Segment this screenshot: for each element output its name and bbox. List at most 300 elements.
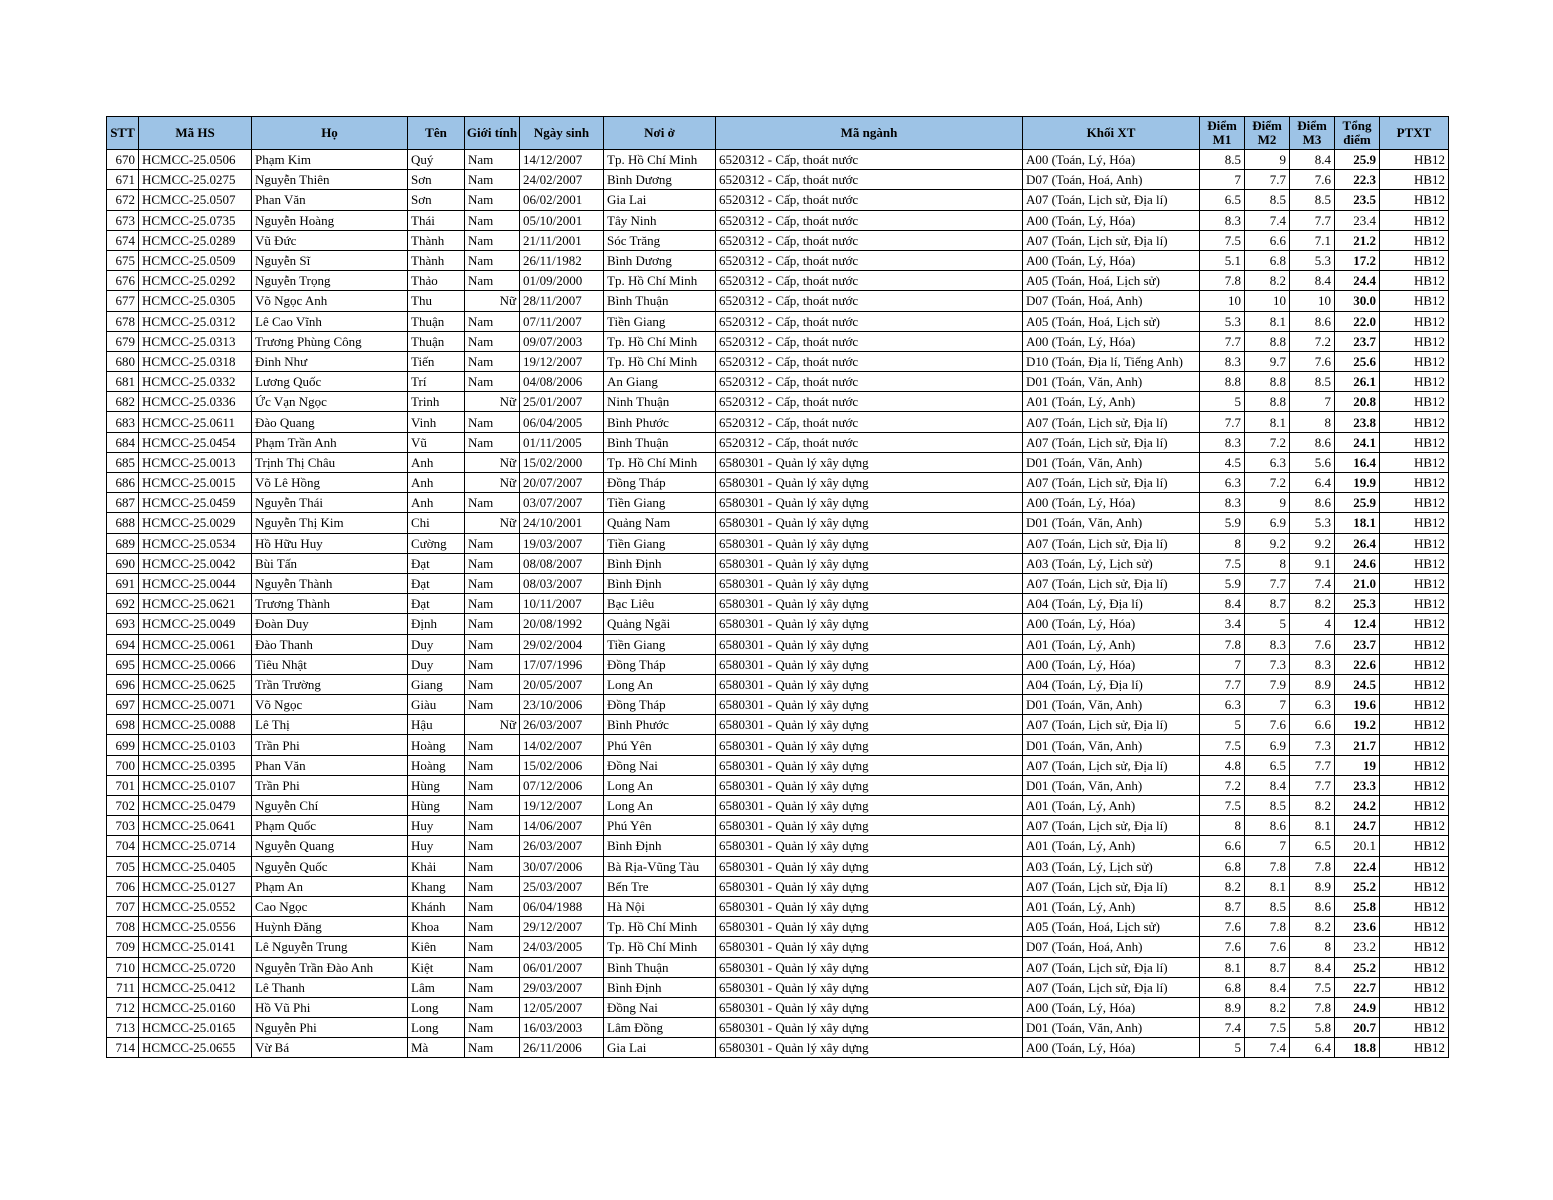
cell-ten: Quý xyxy=(408,150,465,170)
cell-diem-m1: 7 xyxy=(1200,654,1245,674)
cell-stt: 706 xyxy=(107,876,139,896)
cell-khoi-xt: A00 (Toán, Lý, Hóa) xyxy=(1023,210,1200,230)
cell-gioi-tinh: Nam xyxy=(465,896,520,916)
cell-diem-m1: 7.8 xyxy=(1200,271,1245,291)
cell-khoi-xt: D01 (Toán, Văn, Anh) xyxy=(1023,735,1200,755)
cell-stt: 674 xyxy=(107,230,139,250)
cell-ma-nganh: 6580301 - Quản lý xây dựng xyxy=(716,695,1023,715)
cell-noi-o: Phú Yên xyxy=(604,735,716,755)
cell-tong-diem: 19 xyxy=(1335,755,1380,775)
cell-ma-nganh: 6580301 - Quản lý xây dựng xyxy=(716,836,1023,856)
cell-ten: Đạt xyxy=(408,553,465,573)
cell-tong-diem: 19.2 xyxy=(1335,715,1380,735)
cell-diem-m2: 8.4 xyxy=(1245,775,1290,795)
cell-gioi-tinh: Nam xyxy=(465,634,520,654)
cell-diem-m2: 6.6 xyxy=(1245,230,1290,250)
cell-ma-hs: HCMCC-25.0013 xyxy=(139,452,252,472)
cell-diem-m2: 8.5 xyxy=(1245,896,1290,916)
cell-tong-diem: 22.3 xyxy=(1335,170,1380,190)
cell-gioi-tinh: Nam xyxy=(465,796,520,816)
cell-diem-m1: 7.4 xyxy=(1200,1018,1245,1038)
cell-ma-nganh: 6520312 - Cấp, thoát nước xyxy=(716,250,1023,270)
cell-diem-m1: 8.3 xyxy=(1200,493,1245,513)
cell-stt: 714 xyxy=(107,1038,139,1058)
cell-diem-m3: 6.4 xyxy=(1290,473,1335,493)
cell-khoi-xt: A01 (Toán, Lý, Anh) xyxy=(1023,634,1200,654)
cell-ho: Nguyễn Thiên xyxy=(252,170,408,190)
cell-ma-nganh: 6580301 - Quản lý xây dựng xyxy=(716,533,1023,553)
table-row xyxy=(107,775,1449,795)
cell-ma-hs: HCMCC-25.0107 xyxy=(139,775,252,795)
cell-ten: Duy xyxy=(408,654,465,674)
cell-ma-hs: HCMCC-25.0275 xyxy=(139,170,252,190)
cell-diem-m3: 8.5 xyxy=(1290,372,1335,392)
cell-noi-o: Tiền Giang xyxy=(604,311,716,331)
cell-gioi-tinh: Nam xyxy=(465,1018,520,1038)
cell-ngay-sinh: 06/02/2001 xyxy=(520,190,604,210)
cell-ngay-sinh: 26/11/2006 xyxy=(520,1038,604,1058)
cell-ten: Khang xyxy=(408,876,465,896)
cell-diem-m2: 7.2 xyxy=(1245,473,1290,493)
cell-ho: Trịnh Thị Châu xyxy=(252,452,408,472)
table-row xyxy=(107,1018,1449,1038)
table-row xyxy=(107,210,1449,230)
cell-ma-hs: HCMCC-25.0127 xyxy=(139,876,252,896)
cell-ma-hs: HCMCC-25.0459 xyxy=(139,493,252,513)
cell-tong-diem: 23.5 xyxy=(1335,190,1380,210)
cell-gioi-tinh: Nữ xyxy=(465,715,520,735)
cell-gioi-tinh: Nam xyxy=(465,432,520,452)
col-header-gioi-tinh: Giới tính xyxy=(465,117,520,150)
cell-diem-m3: 8.9 xyxy=(1290,876,1335,896)
cell-diem-m1: 5.1 xyxy=(1200,250,1245,270)
cell-diem-m3: 8.9 xyxy=(1290,674,1335,694)
cell-ptxt: HB12 xyxy=(1380,1038,1449,1058)
cell-ma-nganh: 6580301 - Quản lý xây dựng xyxy=(716,876,1023,896)
cell-khoi-xt: D01 (Toán, Văn, Anh) xyxy=(1023,695,1200,715)
cell-diem-m1: 5 xyxy=(1200,1038,1245,1058)
cell-ten: Huy xyxy=(408,816,465,836)
cell-ptxt: HB12 xyxy=(1380,150,1449,170)
cell-diem-m3: 5.6 xyxy=(1290,452,1335,472)
cell-ma-hs: HCMCC-25.0479 xyxy=(139,796,252,816)
cell-ma-hs: HCMCC-25.0405 xyxy=(139,856,252,876)
cell-ma-nganh: 6580301 - Quản lý xây dựng xyxy=(716,796,1023,816)
cell-stt: 672 xyxy=(107,190,139,210)
cell-stt: 708 xyxy=(107,917,139,937)
cell-tong-diem: 23.8 xyxy=(1335,412,1380,432)
cell-ngay-sinh: 19/03/2007 xyxy=(520,533,604,553)
table-row xyxy=(107,917,1449,937)
cell-diem-m3: 7.2 xyxy=(1290,331,1335,351)
cell-ma-nganh: 6580301 - Quản lý xây dựng xyxy=(716,937,1023,957)
cell-diem-m2: 8.1 xyxy=(1245,876,1290,896)
cell-ten: Thuận xyxy=(408,331,465,351)
cell-ho: Võ Lê Hồng xyxy=(252,473,408,493)
cell-gioi-tinh: Nữ xyxy=(465,513,520,533)
cell-ma-nganh: 6520312 - Cấp, thoát nước xyxy=(716,150,1023,170)
cell-ho: Ức Vạn Ngọc xyxy=(252,392,408,412)
cell-ten: Chi xyxy=(408,513,465,533)
cell-tong-diem: 12.4 xyxy=(1335,614,1380,634)
cell-diem-m3: 7.7 xyxy=(1290,775,1335,795)
cell-diem-m2: 7.8 xyxy=(1245,856,1290,876)
cell-stt: 699 xyxy=(107,735,139,755)
cell-diem-m2: 8.1 xyxy=(1245,412,1290,432)
cell-ptxt: HB12 xyxy=(1380,452,1449,472)
cell-gioi-tinh: Nam xyxy=(465,816,520,836)
table-row xyxy=(107,997,1449,1017)
cell-ten: Lâm xyxy=(408,977,465,997)
cell-ptxt: HB12 xyxy=(1380,271,1449,291)
cell-khoi-xt: D07 (Toán, Hoá, Anh) xyxy=(1023,291,1200,311)
cell-gioi-tinh: Nam xyxy=(465,755,520,775)
cell-noi-o: Bình Định xyxy=(604,573,716,593)
cell-ten: Anh xyxy=(408,493,465,513)
cell-tong-diem: 23.7 xyxy=(1335,634,1380,654)
cell-noi-o: Bà Rịa-Vũng Tàu xyxy=(604,856,716,876)
cell-tong-diem: 30.0 xyxy=(1335,291,1380,311)
cell-stt: 700 xyxy=(107,755,139,775)
cell-noi-o: Tiền Giang xyxy=(604,533,716,553)
cell-tong-diem: 24.6 xyxy=(1335,553,1380,573)
cell-khoi-xt: D07 (Toán, Hoá, Anh) xyxy=(1023,937,1200,957)
cell-khoi-xt: A04 (Toán, Lý, Địa lí) xyxy=(1023,594,1200,614)
cell-ngay-sinh: 15/02/2006 xyxy=(520,755,604,775)
table-row xyxy=(107,614,1449,634)
cell-noi-o: Long An xyxy=(604,674,716,694)
cell-tong-diem: 19.6 xyxy=(1335,695,1380,715)
cell-diem-m1: 6.6 xyxy=(1200,836,1245,856)
cell-ma-hs: HCMCC-25.0160 xyxy=(139,997,252,1017)
cell-ngay-sinh: 01/11/2005 xyxy=(520,432,604,452)
cell-stt: 705 xyxy=(107,856,139,876)
cell-ptxt: HB12 xyxy=(1380,796,1449,816)
cell-diem-m2: 7.9 xyxy=(1245,674,1290,694)
cell-diem-m2: 7.4 xyxy=(1245,1038,1290,1058)
cell-ma-nganh: 6580301 - Quản lý xây dựng xyxy=(716,775,1023,795)
cell-ptxt: HB12 xyxy=(1380,533,1449,553)
cell-diem-m1: 8.5 xyxy=(1200,150,1245,170)
cell-ten: Duy xyxy=(408,634,465,654)
cell-diem-m1: 3.4 xyxy=(1200,614,1245,634)
cell-ho: Đào Thanh xyxy=(252,634,408,654)
cell-tong-diem: 19.9 xyxy=(1335,473,1380,493)
cell-ngay-sinh: 10/11/2007 xyxy=(520,594,604,614)
cell-ma-hs: HCMCC-25.0305 xyxy=(139,291,252,311)
cell-noi-o: Đồng Nai xyxy=(604,997,716,1017)
cell-tong-diem: 26.4 xyxy=(1335,533,1380,553)
cell-diem-m3: 7.5 xyxy=(1290,977,1335,997)
cell-ngay-sinh: 20/07/2007 xyxy=(520,473,604,493)
cell-ngay-sinh: 21/11/2001 xyxy=(520,230,604,250)
cell-ngay-sinh: 17/07/1996 xyxy=(520,654,604,674)
cell-ngay-sinh: 26/11/1982 xyxy=(520,250,604,270)
col-header-ma-nganh: Mã ngành xyxy=(716,117,1023,150)
cell-ten: Giang xyxy=(408,674,465,694)
cell-ngay-sinh: 29/02/2004 xyxy=(520,634,604,654)
cell-diem-m2: 8.8 xyxy=(1245,331,1290,351)
cell-ngay-sinh: 07/11/2007 xyxy=(520,311,604,331)
cell-ma-hs: HCMCC-25.0312 xyxy=(139,311,252,331)
cell-ma-nganh: 6580301 - Quản lý xây dựng xyxy=(716,513,1023,533)
cell-diem-m3: 8.6 xyxy=(1290,311,1335,331)
cell-stt: 680 xyxy=(107,351,139,371)
cell-ma-hs: HCMCC-25.0332 xyxy=(139,372,252,392)
cell-ho: Hồ Vũ Phi xyxy=(252,997,408,1017)
cell-noi-o: Hà Nội xyxy=(604,896,716,916)
cell-ho: Trần Phi xyxy=(252,735,408,755)
cell-ho: Lê Nguyễn Trung xyxy=(252,937,408,957)
cell-ma-nganh: 6580301 - Quản lý xây dựng xyxy=(716,634,1023,654)
cell-ngay-sinh: 24/10/2001 xyxy=(520,513,604,533)
cell-diem-m3: 7.1 xyxy=(1290,230,1335,250)
cell-diem-m2: 7.7 xyxy=(1245,573,1290,593)
cell-ten: Thái xyxy=(408,210,465,230)
cell-ma-hs: HCMCC-25.0336 xyxy=(139,392,252,412)
cell-ngay-sinh: 14/06/2007 xyxy=(520,816,604,836)
cell-khoi-xt: D01 (Toán, Văn, Anh) xyxy=(1023,372,1200,392)
cell-diem-m1: 6.3 xyxy=(1200,695,1245,715)
cell-gioi-tinh: Nam xyxy=(465,977,520,997)
cell-ma-nganh: 6520312 - Cấp, thoát nước xyxy=(716,412,1023,432)
cell-diem-m1: 7.7 xyxy=(1200,412,1245,432)
cell-khoi-xt: A01 (Toán, Lý, Anh) xyxy=(1023,392,1200,412)
cell-ma-hs: HCMCC-25.0395 xyxy=(139,755,252,775)
cell-diem-m1: 8.3 xyxy=(1200,432,1245,452)
cell-tong-diem: 25.6 xyxy=(1335,351,1380,371)
cell-ho: Nguyễn Quốc xyxy=(252,856,408,876)
cell-ma-nganh: 6580301 - Quản lý xây dựng xyxy=(716,917,1023,937)
table-row xyxy=(107,977,1449,997)
cell-noi-o: Tiền Giang xyxy=(604,634,716,654)
cell-khoi-xt: D01 (Toán, Văn, Anh) xyxy=(1023,452,1200,472)
table-row xyxy=(107,553,1449,573)
cell-diem-m3: 5.3 xyxy=(1290,250,1335,270)
cell-tong-diem: 21.0 xyxy=(1335,573,1380,593)
cell-diem-m2: 6.9 xyxy=(1245,735,1290,755)
cell-ma-hs: HCMCC-25.0061 xyxy=(139,634,252,654)
cell-ten: Hoàng xyxy=(408,755,465,775)
cell-ma-hs: HCMCC-25.0015 xyxy=(139,473,252,493)
cell-ptxt: HB12 xyxy=(1380,432,1449,452)
cell-ma-nganh: 6520312 - Cấp, thoát nước xyxy=(716,170,1023,190)
cell-ngay-sinh: 26/03/2007 xyxy=(520,836,604,856)
cell-tong-diem: 22.4 xyxy=(1335,856,1380,876)
table-row xyxy=(107,654,1449,674)
cell-ptxt: HB12 xyxy=(1380,170,1449,190)
cell-stt: 711 xyxy=(107,977,139,997)
cell-ma-nganh: 6520312 - Cấp, thoát nước xyxy=(716,351,1023,371)
cell-ho: Phan Văn xyxy=(252,190,408,210)
col-header-ma-hs: Mã HS xyxy=(139,117,252,150)
cell-gioi-tinh: Nam xyxy=(465,250,520,270)
table-row xyxy=(107,836,1449,856)
cell-ma-hs: HCMCC-25.0552 xyxy=(139,896,252,916)
cell-ho: Trương Thành xyxy=(252,594,408,614)
cell-ptxt: HB12 xyxy=(1380,553,1449,573)
cell-ptxt: HB12 xyxy=(1380,775,1449,795)
cell-diem-m1: 7.7 xyxy=(1200,674,1245,694)
cell-gioi-tinh: Nữ xyxy=(465,452,520,472)
cell-ten: Đạt xyxy=(408,594,465,614)
header-row xyxy=(107,117,1449,150)
cell-stt: 709 xyxy=(107,937,139,957)
cell-khoi-xt: A05 (Toán, Hoá, Lịch sử) xyxy=(1023,271,1200,291)
cell-stt: 693 xyxy=(107,614,139,634)
cell-ptxt: HB12 xyxy=(1380,997,1449,1017)
cell-tong-diem: 24.4 xyxy=(1335,271,1380,291)
cell-khoi-xt: A07 (Toán, Lịch sử, Địa lí) xyxy=(1023,755,1200,775)
cell-diem-m2: 9.7 xyxy=(1245,351,1290,371)
cell-diem-m1: 7.5 xyxy=(1200,553,1245,573)
table-row xyxy=(107,513,1449,533)
cell-tong-diem: 20.7 xyxy=(1335,1018,1380,1038)
table-row xyxy=(107,412,1449,432)
cell-gioi-tinh: Nam xyxy=(465,170,520,190)
cell-ma-nganh: 6520312 - Cấp, thoát nước xyxy=(716,210,1023,230)
cell-gioi-tinh: Nam xyxy=(465,553,520,573)
cell-diem-m2: 8.8 xyxy=(1245,392,1290,412)
cell-diem-m1: 8.2 xyxy=(1200,876,1245,896)
cell-diem-m1: 8 xyxy=(1200,816,1245,836)
cell-diem-m2: 7.4 xyxy=(1245,210,1290,230)
cell-ma-nganh: 6580301 - Quản lý xây dựng xyxy=(716,473,1023,493)
cell-ten: Hùng xyxy=(408,775,465,795)
cell-stt: 702 xyxy=(107,796,139,816)
cell-noi-o: Bình Thuận xyxy=(604,957,716,977)
cell-diem-m1: 8 xyxy=(1200,533,1245,553)
table-row xyxy=(107,170,1449,190)
cell-diem-m2: 9 xyxy=(1245,493,1290,513)
cell-ho: Vừ Bá xyxy=(252,1038,408,1058)
cell-ptxt: HB12 xyxy=(1380,210,1449,230)
cell-ho: Nguyễn Chí xyxy=(252,796,408,816)
cell-ho: Nguyễn Hoàng xyxy=(252,210,408,230)
cell-ma-hs: HCMCC-25.0714 xyxy=(139,836,252,856)
cell-diem-m2: 10 xyxy=(1245,291,1290,311)
cell-khoi-xt: D07 (Toán, Hoá, Anh) xyxy=(1023,170,1200,190)
cell-noi-o: Ninh Thuận xyxy=(604,392,716,412)
cell-diem-m1: 5 xyxy=(1200,392,1245,412)
cell-ho: Lê Thị xyxy=(252,715,408,735)
cell-noi-o: Bình Định xyxy=(604,977,716,997)
cell-diem-m2: 8.2 xyxy=(1245,997,1290,1017)
table-row xyxy=(107,634,1449,654)
cell-ma-nganh: 6520312 - Cấp, thoát nước xyxy=(716,311,1023,331)
cell-tong-diem: 24.2 xyxy=(1335,796,1380,816)
cell-noi-o: Tp. Hồ Chí Minh xyxy=(604,150,716,170)
cell-ma-nganh: 6520312 - Cấp, thoát nước xyxy=(716,331,1023,351)
cell-diem-m3: 6.5 xyxy=(1290,836,1335,856)
cell-ngay-sinh: 19/12/2007 xyxy=(520,796,604,816)
cell-ngay-sinh: 24/02/2007 xyxy=(520,170,604,190)
cell-diem-m1: 6.5 xyxy=(1200,190,1245,210)
cell-diem-m2: 7.6 xyxy=(1245,715,1290,735)
cell-diem-m3: 8.1 xyxy=(1290,816,1335,836)
cell-noi-o: Long An xyxy=(604,775,716,795)
cell-ma-nganh: 6520312 - Cấp, thoát nước xyxy=(716,190,1023,210)
col-header-noi-o: Nơi ở xyxy=(604,117,716,150)
cell-stt: 677 xyxy=(107,291,139,311)
cell-ma-nganh: 6580301 - Quản lý xây dựng xyxy=(716,493,1023,513)
cell-noi-o: Bình Định xyxy=(604,836,716,856)
cell-ptxt: HB12 xyxy=(1380,695,1449,715)
cell-ma-nganh: 6580301 - Quản lý xây dựng xyxy=(716,1038,1023,1058)
cell-gioi-tinh: Nam xyxy=(465,876,520,896)
cell-gioi-tinh: Nữ xyxy=(465,473,520,493)
cell-diem-m1: 7.6 xyxy=(1200,917,1245,937)
cell-diem-m2: 7.7 xyxy=(1245,170,1290,190)
cell-gioi-tinh: Nam xyxy=(465,775,520,795)
cell-ngay-sinh: 07/12/2006 xyxy=(520,775,604,795)
cell-diem-m2: 7.5 xyxy=(1245,1018,1290,1038)
cell-ptxt: HB12 xyxy=(1380,816,1449,836)
cell-khoi-xt: A00 (Toán, Lý, Hóa) xyxy=(1023,997,1200,1017)
cell-khoi-xt: A07 (Toán, Lịch sử, Địa lí) xyxy=(1023,533,1200,553)
cell-diem-m3: 5.8 xyxy=(1290,1018,1335,1038)
table-row xyxy=(107,372,1449,392)
cell-stt: 671 xyxy=(107,170,139,190)
cell-ngay-sinh: 16/03/2003 xyxy=(520,1018,604,1038)
cell-noi-o: Sóc Trăng xyxy=(604,230,716,250)
cell-ten: Thành xyxy=(408,230,465,250)
cell-stt: 683 xyxy=(107,412,139,432)
table-body xyxy=(107,150,1449,1058)
cell-gioi-tinh: Nam xyxy=(465,917,520,937)
cell-ten: Hậu xyxy=(408,715,465,735)
cell-stt: 690 xyxy=(107,553,139,573)
cell-diem-m2: 8.4 xyxy=(1245,977,1290,997)
cell-ten: Sơn xyxy=(408,170,465,190)
col-header-ngay-sinh: Ngày sinh xyxy=(520,117,604,150)
cell-diem-m1: 5.9 xyxy=(1200,573,1245,593)
cell-khoi-xt: A01 (Toán, Lý, Anh) xyxy=(1023,896,1200,916)
cell-gioi-tinh: Nam xyxy=(465,331,520,351)
cell-ten: Thành xyxy=(408,250,465,270)
cell-ho: Nguyễn Trọng xyxy=(252,271,408,291)
cell-gioi-tinh: Nam xyxy=(465,674,520,694)
cell-tong-diem: 18.1 xyxy=(1335,513,1380,533)
cell-ho: Trần Phi xyxy=(252,775,408,795)
cell-diem-m1: 5.3 xyxy=(1200,311,1245,331)
table-row xyxy=(107,1038,1449,1058)
cell-ma-nganh: 6580301 - Quản lý xây dựng xyxy=(716,1018,1023,1038)
cell-ma-hs: HCMCC-25.0066 xyxy=(139,654,252,674)
cell-noi-o: Tây Ninh xyxy=(604,210,716,230)
cell-ptxt: HB12 xyxy=(1380,331,1449,351)
cell-ptxt: HB12 xyxy=(1380,977,1449,997)
table-header xyxy=(107,117,1449,150)
cell-ma-nganh: 6580301 - Quản lý xây dựng xyxy=(716,452,1023,472)
cell-diem-m3: 9.2 xyxy=(1290,533,1335,553)
cell-ngay-sinh: 06/04/2005 xyxy=(520,412,604,432)
cell-ma-hs: HCMCC-25.0165 xyxy=(139,1018,252,1038)
cell-stt: 694 xyxy=(107,634,139,654)
cell-ma-nganh: 6580301 - Quản lý xây dựng xyxy=(716,674,1023,694)
cell-ho: Lê Cao Vĩnh xyxy=(252,311,408,331)
cell-ptxt: HB12 xyxy=(1380,190,1449,210)
cell-gioi-tinh: Nam xyxy=(465,533,520,553)
col-header-tong-diem: Tổng điểm xyxy=(1335,117,1380,150)
cell-tong-diem: 17.2 xyxy=(1335,250,1380,270)
cell-tong-diem: 24.1 xyxy=(1335,432,1380,452)
cell-stt: 695 xyxy=(107,654,139,674)
cell-diem-m2: 8.7 xyxy=(1245,957,1290,977)
cell-ptxt: HB12 xyxy=(1380,250,1449,270)
admission-results-table xyxy=(106,116,1449,1058)
cell-ngay-sinh: 08/03/2007 xyxy=(520,573,604,593)
